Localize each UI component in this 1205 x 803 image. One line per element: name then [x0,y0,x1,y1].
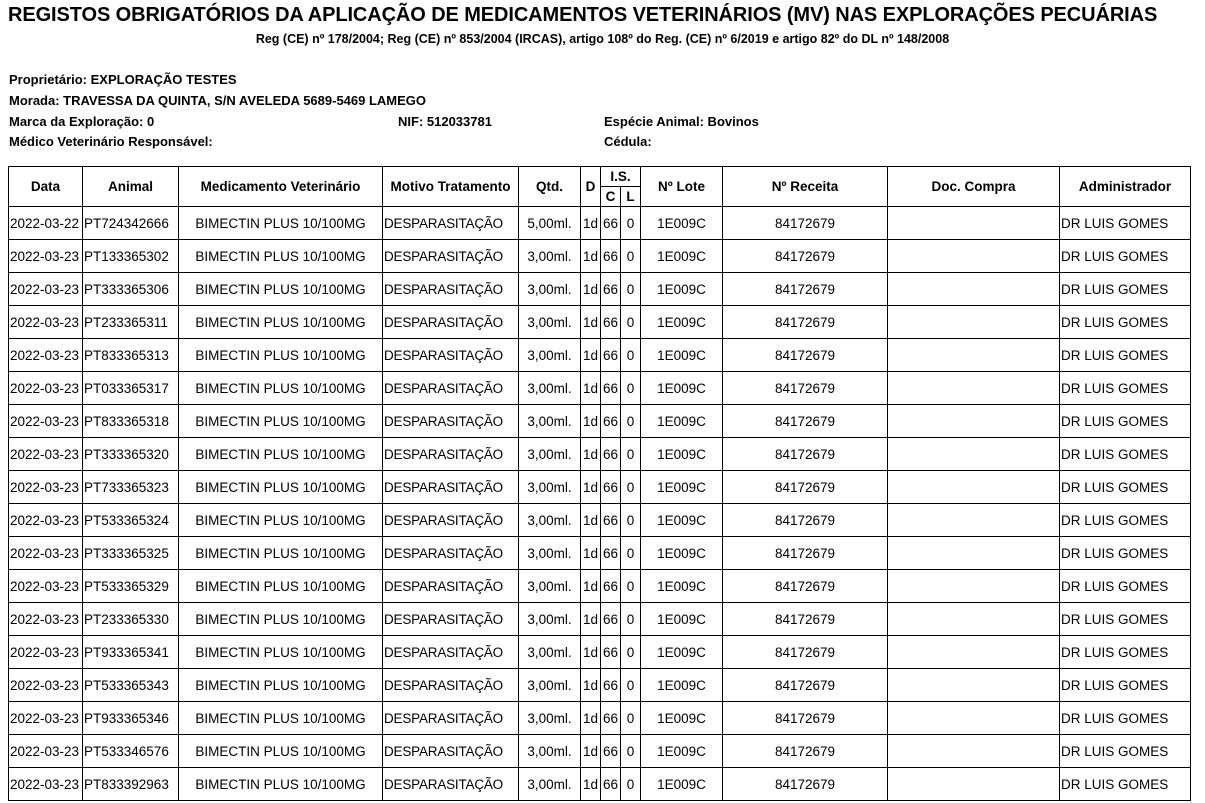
cell-administrator: DR LUIS GOMES [1060,603,1191,636]
owner-info: Proprietário: EXPLORAÇÃO TESTES [9,72,237,87]
cell-prescription: 84172679 [723,438,888,471]
cell-duration: 1d [581,339,601,372]
cell-treatment-reason: DESPARASITAÇÃO [383,603,519,636]
cell-treatment-reason: DESPARASITAÇÃO [383,570,519,603]
cell-treatment-reason: DESPARASITAÇÃO [383,240,519,273]
cell-duration: 1d [581,306,601,339]
cell-date: 2022-03-23 [9,768,83,801]
cell-purchase-doc [888,669,1060,702]
cell-medication: BIMECTIN PLUS 10/100MG [179,702,383,735]
cell-prescription: 84172679 [723,306,888,339]
cell-administrator: DR LUIS GOMES [1060,372,1191,405]
cell-quantity: 3,00ml. [519,240,581,273]
cell-prescription: 84172679 [723,405,888,438]
cell-batch: 1E009C [641,471,723,504]
cell-batch: 1E009C [641,438,723,471]
cell-treatment-reason: DESPARASITAÇÃO [383,438,519,471]
cell-quantity: 3,00ml. [519,306,581,339]
table-row [9,636,1191,669]
cell-administrator: DR LUIS GOMES [1060,504,1191,537]
farm-mark-info: Marca da Exploração: 0 [9,114,155,129]
cell-purchase-doc [888,372,1060,405]
cell-treatment-reason: DESPARASITAÇÃO [383,669,519,702]
cell-purchase-doc [888,768,1060,801]
cell-withdrawal-milk: 0 [621,735,641,768]
cell-withdrawal-meat: 66 [601,273,621,306]
cell-quantity: 3,00ml. [519,438,581,471]
license-info: Cédula: [604,134,652,149]
cell-withdrawal-meat: 66 [601,372,621,405]
cell-withdrawal-meat: 66 [601,306,621,339]
cell-duration: 1d [581,438,601,471]
cell-quantity: 3,00ml. [519,537,581,570]
cell-purchase-doc [888,306,1060,339]
cell-withdrawal-milk: 0 [621,504,641,537]
cell-duration: 1d [581,537,601,570]
cell-withdrawal-milk: 0 [621,702,641,735]
cell-treatment-reason: DESPARASITAÇÃO [383,207,519,240]
cell-purchase-doc [888,471,1060,504]
cell-treatment-reason: DESPARASITAÇÃO [383,768,519,801]
cell-withdrawal-meat: 66 [601,405,621,438]
table-row [9,438,1191,471]
header-medication: Medicamento Veterinário [179,167,383,207]
cell-administrator: DR LUIS GOMES [1060,273,1191,306]
cell-withdrawal-milk: 0 [621,207,641,240]
header-date: Data [9,167,83,207]
cell-batch: 1E009C [641,570,723,603]
cell-administrator: DR LUIS GOMES [1060,240,1191,273]
cell-purchase-doc [888,207,1060,240]
cell-prescription: 84172679 [723,570,888,603]
cell-animal: PT333365306 [83,273,179,306]
cell-administrator: DR LUIS GOMES [1060,306,1191,339]
table-header-row [9,167,1191,187]
cell-administrator: DR LUIS GOMES [1060,405,1191,438]
cell-withdrawal-meat: 66 [601,207,621,240]
document-subtitle: Reg (CE) nº 178/2004; Reg (CE) nº 853/2004 (IRCAS), artigo 108º do Reg. (CE) nº 6/2019 e artigo 82º do DL nº 148/2008 [255,32,950,46]
cell-treatment-reason: DESPARASITAÇÃO [383,372,519,405]
header-duration: D [581,167,601,207]
cell-prescription: 84172679 [723,537,888,570]
cell-purchase-doc [888,537,1060,570]
cell-withdrawal-milk: 0 [621,405,641,438]
cell-prescription: 84172679 [723,768,888,801]
cell-medication: BIMECTIN PLUS 10/100MG [179,504,383,537]
header-purchase-doc: Doc. Compra [888,167,1060,207]
cell-withdrawal-meat: 66 [601,735,621,768]
cell-batch: 1E009C [641,504,723,537]
cell-medication: BIMECTIN PLUS 10/100MG [179,339,383,372]
cell-medication: BIMECTIN PLUS 10/100MG [179,372,383,405]
cell-withdrawal-milk: 0 [621,636,641,669]
cell-withdrawal-milk: 0 [621,603,641,636]
table-row [9,768,1191,801]
cell-purchase-doc [888,735,1060,768]
cell-administrator: DR LUIS GOMES [1060,207,1191,240]
cell-batch: 1E009C [641,372,723,405]
cell-withdrawal-meat: 66 [601,636,621,669]
cell-date: 2022-03-23 [9,735,83,768]
cell-prescription: 84172679 [723,603,888,636]
cell-quantity: 3,00ml. [519,636,581,669]
cell-medication: BIMECTIN PLUS 10/100MG [179,669,383,702]
cell-administrator: DR LUIS GOMES [1060,570,1191,603]
table-row [9,207,1191,240]
cell-withdrawal-milk: 0 [621,570,641,603]
cell-administrator: DR LUIS GOMES [1060,438,1191,471]
cell-animal: PT724342666 [83,207,179,240]
cell-date: 2022-03-23 [9,405,83,438]
cell-quantity: 3,00ml. [519,669,581,702]
cell-medication: BIMECTIN PLUS 10/100MG [179,570,383,603]
cell-medication: BIMECTIN PLUS 10/100MG [179,405,383,438]
cell-medication: BIMECTIN PLUS 10/100MG [179,603,383,636]
cell-duration: 1d [581,405,601,438]
cell-withdrawal-milk: 0 [621,339,641,372]
cell-purchase-doc [888,273,1060,306]
cell-treatment-reason: DESPARASITAÇÃO [383,273,519,306]
cell-date: 2022-03-23 [9,702,83,735]
cell-animal: PT033365317 [83,372,179,405]
cell-medication: BIMECTIN PLUS 10/100MG [179,306,383,339]
cell-withdrawal-milk: 0 [621,372,641,405]
cell-prescription: 84172679 [723,273,888,306]
cell-treatment-reason: DESPARASITAÇÃO [383,702,519,735]
cell-duration: 1d [581,240,601,273]
cell-duration: 1d [581,273,601,306]
cell-medication: BIMECTIN PLUS 10/100MG [179,735,383,768]
cell-prescription: 84172679 [723,471,888,504]
cell-prescription: 84172679 [723,636,888,669]
cell-purchase-doc [888,405,1060,438]
cell-batch: 1E009C [641,636,723,669]
cell-animal: PT333365325 [83,537,179,570]
cell-animal: PT733365323 [83,471,179,504]
cell-batch: 1E009C [641,669,723,702]
cell-batch: 1E009C [641,702,723,735]
table-row [9,603,1191,636]
cell-date: 2022-03-23 [9,306,83,339]
cell-date: 2022-03-22 [9,207,83,240]
cell-quantity: 5,00ml. [519,207,581,240]
cell-animal: PT533365329 [83,570,179,603]
cell-date: 2022-03-23 [9,603,83,636]
cell-date: 2022-03-23 [9,240,83,273]
cell-withdrawal-meat: 66 [601,438,621,471]
cell-quantity: 3,00ml. [519,768,581,801]
table-row [9,405,1191,438]
cell-batch: 1E009C [641,273,723,306]
cell-withdrawal-meat: 66 [601,603,621,636]
cell-duration: 1d [581,603,601,636]
cell-duration: 1d [581,207,601,240]
cell-duration: 1d [581,372,601,405]
cell-purchase-doc [888,504,1060,537]
cell-withdrawal-milk: 0 [621,537,641,570]
header-withdrawal-meat: C [601,187,621,207]
cell-withdrawal-meat: 66 [601,504,621,537]
cell-medication: BIMECTIN PLUS 10/100MG [179,273,383,306]
table-row [9,240,1191,273]
cell-animal: PT933365346 [83,702,179,735]
cell-batch: 1E009C [641,537,723,570]
cell-duration: 1d [581,669,601,702]
cell-date: 2022-03-23 [9,537,83,570]
table-row [9,504,1191,537]
cell-administrator: DR LUIS GOMES [1060,471,1191,504]
cell-animal: PT533365343 [83,669,179,702]
cell-medication: BIMECTIN PLUS 10/100MG [179,768,383,801]
cell-withdrawal-meat: 66 [601,768,621,801]
cell-withdrawal-milk: 0 [621,306,641,339]
cell-administrator: DR LUIS GOMES [1060,537,1191,570]
table-row [9,306,1191,339]
cell-medication: BIMECTIN PLUS 10/100MG [179,537,383,570]
cell-treatment-reason: DESPARASITAÇÃO [383,735,519,768]
cell-animal: PT333365320 [83,438,179,471]
cell-batch: 1E009C [641,207,723,240]
cell-purchase-doc [888,702,1060,735]
cell-administrator: DR LUIS GOMES [1060,669,1191,702]
treatment-register-table [8,166,1191,801]
header-quantity: Qtd. [519,167,581,207]
cell-batch: 1E009C [641,603,723,636]
cell-purchase-doc [888,636,1060,669]
cell-withdrawal-meat: 66 [601,471,621,504]
table-row [9,372,1191,405]
cell-treatment-reason: DESPARASITAÇÃO [383,504,519,537]
cell-withdrawal-milk: 0 [621,438,641,471]
header-animal: Animal [83,167,179,207]
nif-info: NIF: 512033781 [398,114,492,129]
table-row [9,471,1191,504]
cell-duration: 1d [581,702,601,735]
cell-medication: BIMECTIN PLUS 10/100MG [179,207,383,240]
cell-medication: BIMECTIN PLUS 10/100MG [179,471,383,504]
cell-treatment-reason: DESPARASITAÇÃO [383,339,519,372]
cell-quantity: 3,00ml. [519,735,581,768]
cell-animal: PT133365302 [83,240,179,273]
cell-administrator: DR LUIS GOMES [1060,702,1191,735]
cell-prescription: 84172679 [723,240,888,273]
cell-quantity: 3,00ml. [519,273,581,306]
cell-purchase-doc [888,339,1060,372]
header-withdrawal-milk: L [621,187,641,207]
cell-batch: 1E009C [641,339,723,372]
species-info: Espécie Animal: Bovinos [604,114,759,129]
cell-animal: PT533365324 [83,504,179,537]
cell-withdrawal-meat: 66 [601,339,621,372]
cell-date: 2022-03-23 [9,273,83,306]
cell-purchase-doc [888,570,1060,603]
cell-batch: 1E009C [641,768,723,801]
cell-quantity: 3,00ml. [519,504,581,537]
cell-batch: 1E009C [641,405,723,438]
header-prescription: Nº Receita [723,167,888,207]
cell-date: 2022-03-23 [9,570,83,603]
cell-quantity: 3,00ml. [519,405,581,438]
cell-quantity: 3,00ml. [519,339,581,372]
cell-date: 2022-03-23 [9,438,83,471]
cell-withdrawal-meat: 66 [601,702,621,735]
cell-batch: 1E009C [641,240,723,273]
cell-withdrawal-milk: 0 [621,273,641,306]
cell-administrator: DR LUIS GOMES [1060,735,1191,768]
cell-treatment-reason: DESPARASITAÇÃO [383,471,519,504]
cell-duration: 1d [581,504,601,537]
cell-date: 2022-03-23 [9,504,83,537]
cell-animal: PT233365311 [83,306,179,339]
cell-animal: PT833365313 [83,339,179,372]
table-row [9,570,1191,603]
cell-duration: 1d [581,471,601,504]
table-row [9,537,1191,570]
cell-animal: PT833365318 [83,405,179,438]
cell-treatment-reason: DESPARASITAÇÃO [383,405,519,438]
cell-prescription: 84172679 [723,207,888,240]
cell-quantity: 3,00ml. [519,372,581,405]
table-row [9,735,1191,768]
cell-treatment-reason: DESPARASITAÇÃO [383,537,519,570]
cell-batch: 1E009C [641,735,723,768]
cell-quantity: 3,00ml. [519,570,581,603]
cell-treatment-reason: DESPARASITAÇÃO [383,306,519,339]
vet-info: Médico Veterinário Responsável: [9,134,213,149]
cell-purchase-doc [888,603,1060,636]
cell-withdrawal-milk: 0 [621,768,641,801]
cell-duration: 1d [581,570,601,603]
cell-medication: BIMECTIN PLUS 10/100MG [179,240,383,273]
header-batch: Nº Lote [641,167,723,207]
cell-withdrawal-milk: 0 [621,240,641,273]
cell-administrator: DR LUIS GOMES [1060,339,1191,372]
cell-purchase-doc [888,438,1060,471]
cell-medication: BIMECTIN PLUS 10/100MG [179,636,383,669]
cell-withdrawal-milk: 0 [621,471,641,504]
cell-date: 2022-03-23 [9,471,83,504]
cell-administrator: DR LUIS GOMES [1060,636,1191,669]
cell-quantity: 3,00ml. [519,702,581,735]
cell-prescription: 84172679 [723,735,888,768]
cell-date: 2022-03-23 [9,669,83,702]
cell-medication: BIMECTIN PLUS 10/100MG [179,438,383,471]
cell-quantity: 3,00ml. [519,603,581,636]
cell-prescription: 84172679 [723,702,888,735]
cell-quantity: 3,00ml. [519,471,581,504]
cell-duration: 1d [581,636,601,669]
cell-animal: PT233365330 [83,603,179,636]
cell-treatment-reason: DESPARASITAÇÃO [383,636,519,669]
table-row [9,669,1191,702]
cell-date: 2022-03-23 [9,372,83,405]
header-withdrawal: I.S. [601,167,641,187]
header-treatment-reason: Motivo Tratamento [383,167,519,207]
cell-withdrawal-meat: 66 [601,240,621,273]
cell-prescription: 84172679 [723,339,888,372]
cell-prescription: 84172679 [723,669,888,702]
cell-duration: 1d [581,768,601,801]
cell-date: 2022-03-23 [9,339,83,372]
cell-batch: 1E009C [641,306,723,339]
cell-animal: PT533346576 [83,735,179,768]
table-row [9,339,1191,372]
cell-animal: PT833392963 [83,768,179,801]
table-row [9,273,1191,306]
cell-withdrawal-meat: 66 [601,537,621,570]
cell-withdrawal-meat: 66 [601,669,621,702]
cell-purchase-doc [888,240,1060,273]
cell-date: 2022-03-23 [9,636,83,669]
cell-prescription: 84172679 [723,504,888,537]
cell-withdrawal-meat: 66 [601,570,621,603]
cell-animal: PT933365341 [83,636,179,669]
cell-duration: 1d [581,735,601,768]
cell-withdrawal-milk: 0 [621,669,641,702]
document-title: REGISTOS OBRIGATÓRIOS DA APLICAÇÃO DE MEDICAMENTOS VETERINÁRIOS (MV) NAS EXPLORAÇÕES PECUÁRIAS [8,4,1158,26]
address-info: Morada: TRAVESSA DA QUINTA, S/N AVELEDA 5689-5469 LAMEGO [9,93,427,108]
cell-administrator: DR LUIS GOMES [1060,768,1191,801]
cell-prescription: 84172679 [723,372,888,405]
table-row [9,702,1191,735]
header-administrator: Administrador [1060,167,1191,207]
